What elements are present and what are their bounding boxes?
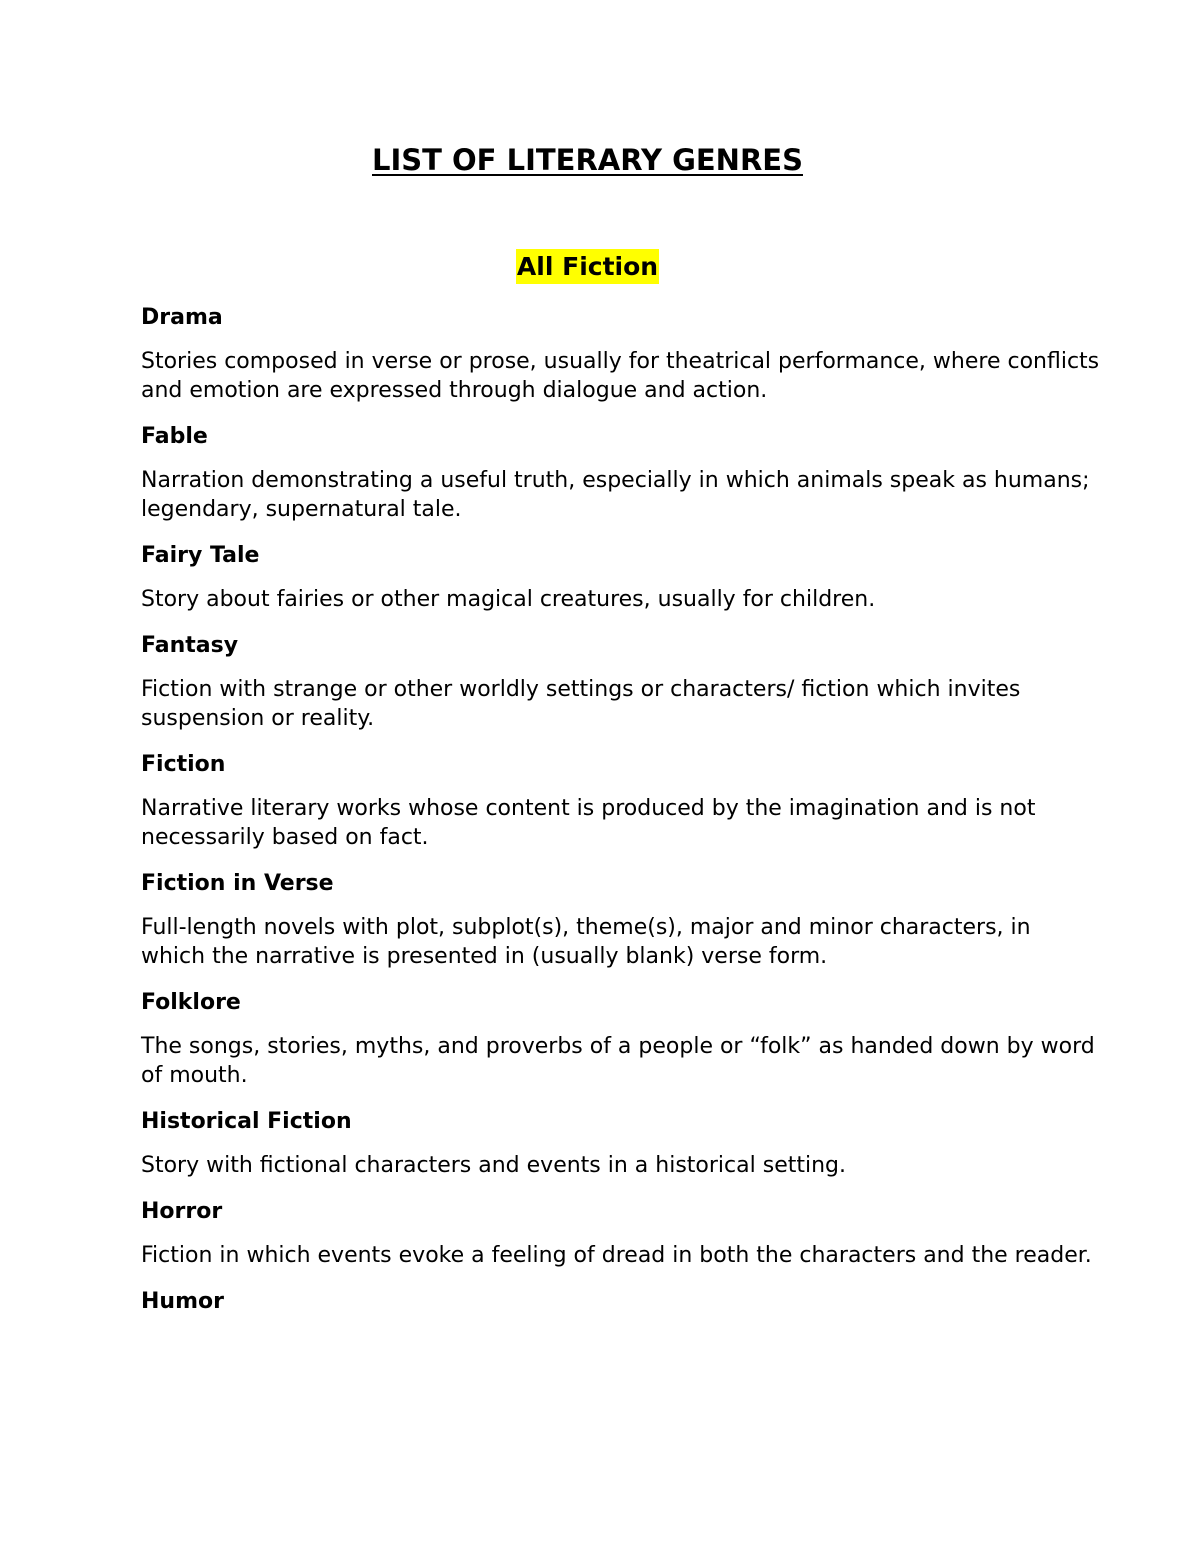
genre-entry — [141, 869, 1101, 971]
genre-entry — [141, 422, 1101, 524]
genre-list — [141, 303, 1101, 1331]
genre-name: Fiction — [141, 752, 226, 777]
genre-entry — [141, 1107, 1101, 1180]
genre-description: Stories composed in verse or prose, usually for theatrical performance, where conflicts and emotion are expressed through dialogue and action. — [141, 349, 1100, 403]
genre-entry — [141, 750, 1101, 852]
genre-name: Folklore — [141, 990, 241, 1015]
genre-description: Narrative literary works whose content is produced by the imagination and is not necessarily based on fact. — [141, 796, 1036, 850]
genre-description: Story with fictional characters and events in a historical setting. — [141, 1153, 846, 1178]
genre-description: Fiction with strange or other worldly settings or characters/ fiction which invites suspension or reality. — [141, 677, 1021, 731]
genre-name: Fiction in Verse — [141, 871, 334, 896]
document-title: LIST OF LITERARY GENRES — [372, 143, 803, 177]
genre-entry — [141, 988, 1101, 1090]
genre-name: Fantasy — [141, 633, 239, 658]
genre-name: Drama — [141, 305, 223, 330]
genre-description: Narration demonstrating a useful truth, especially in which animals speak as humans; legendary, supernatural tale. — [141, 468, 1090, 522]
genre-entry — [141, 631, 1101, 733]
genre-description: The songs, stories, myths, and proverbs of a people or “folk” as handed down by word of mouth. — [141, 1034, 1095, 1088]
genre-description: Story about fairies or other magical creatures, usually for children. — [141, 587, 876, 612]
genre-name: Humor — [141, 1289, 224, 1314]
genre-entry — [141, 1287, 1101, 1316]
genre-name: Historical Fiction — [141, 1109, 352, 1134]
genre-name: Fable — [141, 424, 208, 449]
genre-name: Fairy Tale — [141, 543, 260, 568]
section-heading-wrap — [0, 249, 1175, 284]
genre-description: Full-length novels with plot, subplot(s), theme(s), major and minor characters, in which the narrative is presented in (usually blank) verse form. — [141, 915, 1031, 969]
genre-entry — [141, 303, 1101, 405]
genre-entry — [141, 1197, 1101, 1270]
genre-name: Horror — [141, 1199, 223, 1224]
section-heading: All Fiction — [516, 249, 659, 284]
genre-description: Fiction in which events evoke a feeling of dread in both the characters and the reader. — [141, 1243, 1092, 1268]
genre-entry — [141, 541, 1101, 614]
